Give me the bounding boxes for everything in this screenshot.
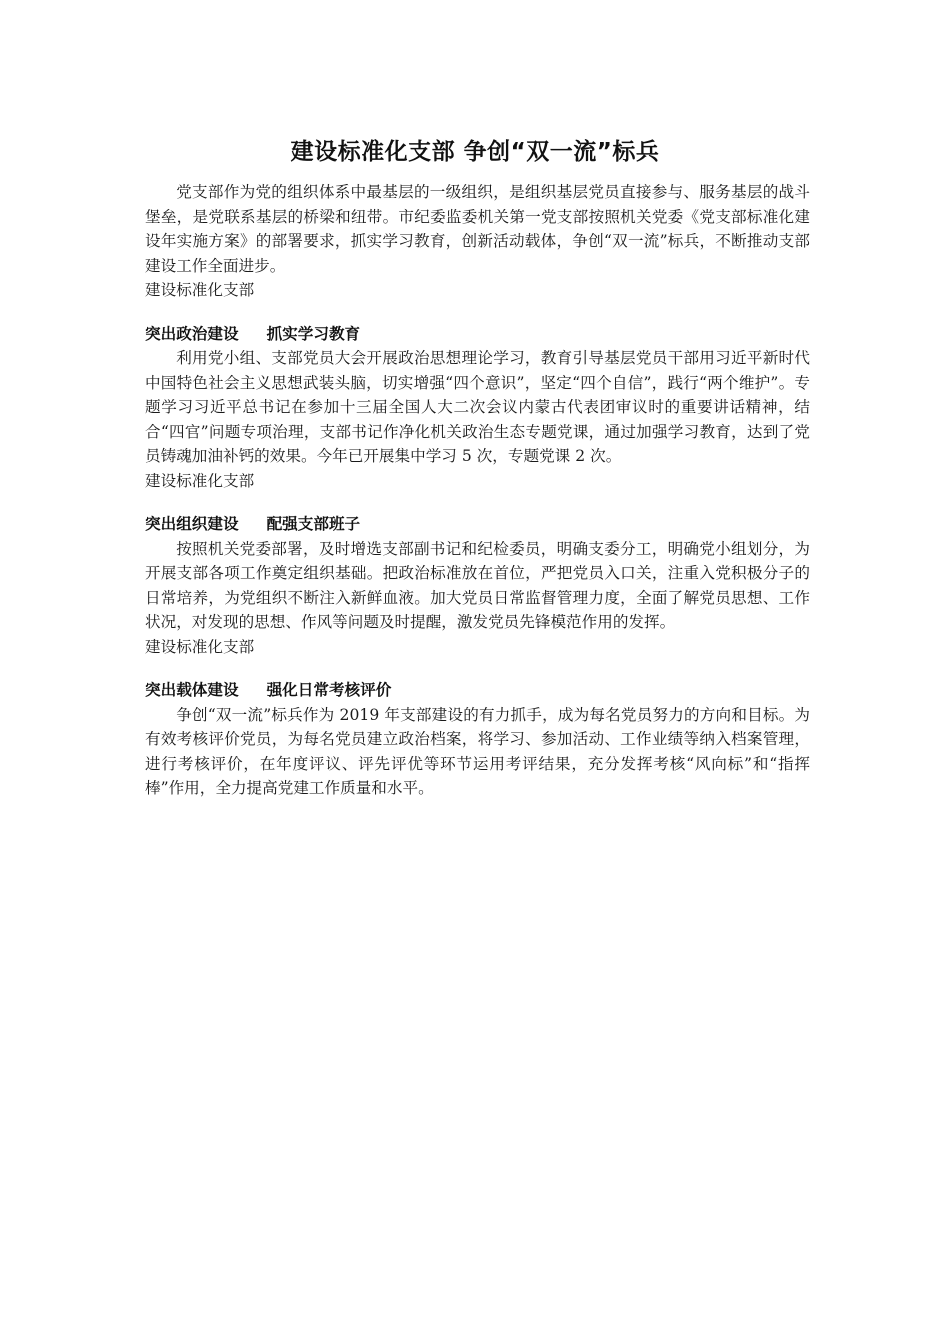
section-paragraph: 利用党小组、支部党员大会开展政治思想理论学习，教育引导基层党员干部用习近平新时代中国特色社会主义思想武装头脑，切实增强“四个意识”，坚定“四个自信”，践行“两个维护”。专题学习习近平总书记在参加十三届全国人大二次会议内蒙古代表团审议时的重要讲话精神，结合“四官”问题专项治理，支部书记作净化机关政治生态专题党课，通过加强学习教育，达到了党员铸魂加油补钙的效果。今年已开展集中学习 5 次，专题党课 2 次。 — [145, 349, 810, 465]
heading-left: 突出载体建设 — [145, 681, 239, 699]
heading-right: 配强支部班子 — [266, 515, 361, 533]
section-tag: 建设标准化支部 — [145, 471, 255, 490]
section-paragraph: 按照机关党委部署，及时增选支部副书记和纪检委员，明确支委分工，明确党小组划分，为开展支部各项工作奠定组织基础。把政治标准放在首位，严把党员入口关，注重入党积极分子的日常培养，为党组织不断注入新鲜血液。加大党员日常监督管理力度，全面了解党员思想、工作状况，对发现的思想、作风等问题及时提醒，激发党员先锋模范作用的发挥。 — [145, 539, 810, 631]
section-heading — [145, 512, 810, 537]
heading-left: 突出组织建设 — [145, 515, 239, 533]
heading-right: 强化日常考核评价 — [266, 681, 392, 699]
section-tag: 建设标准化支部 — [145, 281, 255, 299]
section-heading — [145, 678, 810, 703]
section-tag: 建设标准化支部 — [145, 637, 255, 656]
intro-paragraph: 党支部作为党的组织体系中最基层的一级组织，是组织基层党员直接参与、服务基层的战斗堡垒，是党联系基层的桥梁和纽带。市纪委监委机关第一党支部按照机关党委《党支部标准化建设年实施方案》的部署要求，抓实学习教育，创新活动载体，争创“双一流”标兵，不断推动支部建设工作全面进步。 — [145, 183, 810, 275]
section-heading — [145, 322, 810, 347]
section-political — [145, 322, 810, 494]
heading-right: 抓实学习教育 — [266, 324, 361, 343]
heading-left: 突出政治建设 — [145, 324, 239, 343]
document-body — [145, 180, 810, 801]
section-carrier — [145, 678, 810, 801]
section-paragraph: 争创“双一流”标兵作为 2019 年支部建设的有力抓手，成为每名党员努力的方向和目标。为有效考核评价党员，为每名党员建立政治档案，将学习、参加活动、工作业绩等纳入档案管理，进行考核评价，在年度评议、评先评优等环节运用考评结果，充分发挥考核“风向标”和“指挥棒”作用，全力提高党建工作质量和水平。 — [145, 705, 810, 797]
section-organization — [145, 512, 810, 659]
document-title: 建设标准化支部 争创“双一流”标兵 — [290, 139, 660, 165]
